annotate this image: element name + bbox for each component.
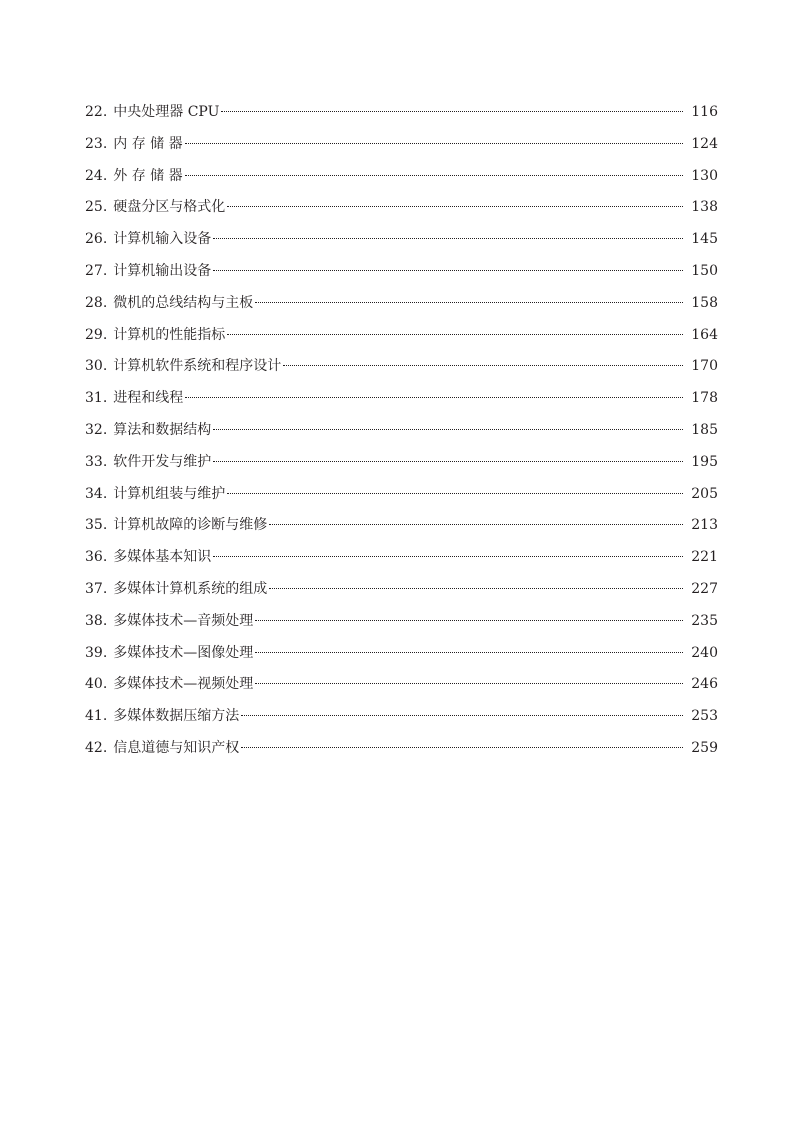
toc-leader-dots [227, 206, 683, 207]
toc-entry[interactable] [85, 227, 718, 259]
toc-entry-number: 42. [85, 739, 108, 756]
toc-entry-number: 41. [85, 708, 108, 725]
toc-entry-title: 计算机输入设备 [113, 231, 212, 248]
toc-entry-number: 36. [85, 549, 108, 566]
toc-leader-dots [213, 556, 683, 557]
toc-entry-number: 31. [85, 390, 108, 407]
toc-entry-title: 计算机组装与维护 [113, 485, 226, 502]
toc-entry-page-number: 253 [691, 708, 718, 725]
toc-entry-page-number: 178 [691, 390, 718, 407]
toc-entry[interactable] [85, 164, 718, 196]
toc-entry-page-number: 227 [691, 580, 718, 597]
toc-entry-title: 中央处理器 CPU [113, 104, 220, 120]
toc-entry-page-number: 213 [691, 517, 718, 534]
toc-entry-page-number: 130 [691, 167, 718, 184]
toc-entry-number: 23. [85, 135, 108, 152]
toc-leader-dots [185, 143, 684, 144]
toc-entry[interactable] [85, 195, 718, 227]
toc-entry-number: 38. [85, 612, 108, 629]
toc-entry-number: 22. [85, 104, 108, 120]
toc-entry[interactable] [85, 609, 718, 641]
toc-entry-title: 信息道德与知识产权 [113, 739, 240, 756]
toc-entry[interactable] [85, 704, 718, 736]
toc-leader-dots [255, 302, 683, 303]
toc-entry-number: 33. [85, 453, 108, 470]
toc-entry-page-number: 116 [691, 104, 718, 120]
toc-leader-dots [241, 715, 683, 716]
toc-entry-title: 微机的总线结构与主板 [113, 294, 254, 311]
toc-entry-title: 软件开发与维护 [113, 453, 212, 470]
toc-entry[interactable] [85, 641, 718, 673]
toc-entry[interactable] [85, 418, 718, 450]
toc-leader-dots [269, 588, 683, 589]
toc-leader-dots [185, 175, 684, 176]
toc-entry-page-number: 205 [691, 485, 718, 502]
toc-entry-title: 内 存 储 器 [113, 135, 183, 152]
toc-entry-page-number: 150 [691, 262, 718, 279]
toc-entry-title: 计算机的性能指标 [113, 326, 226, 343]
toc-entry-page-number: 246 [691, 676, 718, 693]
toc-entry-title: 外 存 储 器 [113, 167, 183, 184]
toc-entry-page-number: 195 [691, 453, 718, 470]
toc-entry-title: 硬盘分区与格式化 [113, 199, 226, 216]
toc-entry-title: 多媒体数据压缩方法 [113, 708, 240, 725]
toc-entry-title: 多媒体计算机系统的组成 [113, 580, 268, 597]
toc-leader-dots [221, 111, 683, 112]
toc-entry-number: 25. [85, 199, 108, 216]
toc-entry-page-number: 259 [691, 739, 718, 756]
toc-leader-dots [241, 747, 683, 748]
toc-entry-number: 37. [85, 580, 108, 597]
toc-entry-title: 多媒体技术—图像处理 [113, 644, 254, 661]
toc-entry[interactable] [85, 323, 718, 355]
toc-entry[interactable] [85, 577, 718, 609]
toc-entry[interactable] [85, 736, 718, 768]
toc-entry-title: 计算机输出设备 [113, 262, 212, 279]
toc-entry-number: 34. [85, 485, 108, 502]
toc-entry-page-number: 124 [691, 135, 718, 152]
toc-leader-dots [213, 429, 683, 430]
toc-entry-number: 26. [85, 231, 108, 248]
toc-entry[interactable] [85, 482, 718, 514]
toc-entry-page-number: 170 [691, 358, 718, 375]
toc-entry-title: 多媒体技术—音频处理 [113, 612, 254, 629]
toc-entry-title: 多媒体技术—视频处理 [113, 676, 254, 693]
toc-leader-dots [185, 397, 683, 398]
toc-entry-title: 计算机软件系统和程序设计 [113, 358, 282, 375]
toc-leader-dots [213, 238, 683, 239]
toc-entry-title: 计算机故障的诊断与维修 [113, 517, 268, 534]
toc-entry-page-number: 138 [691, 199, 718, 216]
toc-leader-dots [213, 461, 683, 462]
toc-entry[interactable] [85, 132, 718, 164]
toc-entry-title: 算法和数据结构 [113, 421, 212, 438]
toc-entry[interactable] [85, 545, 718, 577]
toc-entry-page-number: 240 [691, 644, 718, 661]
toc-entry-page-number: 235 [691, 612, 718, 629]
toc-entry-number: 28. [85, 294, 108, 311]
toc-entry-number: 29. [85, 326, 108, 343]
toc-entry-page-number: 145 [691, 231, 718, 248]
toc-leader-dots [283, 365, 683, 366]
toc-entry-number: 35. [85, 517, 108, 534]
toc-entry[interactable] [85, 386, 718, 418]
toc-entry-number: 27. [85, 262, 108, 279]
toc-leader-dots [255, 620, 683, 621]
toc-entry[interactable] [85, 354, 718, 386]
toc-entry[interactable] [85, 291, 718, 323]
toc-leader-dots [255, 652, 683, 653]
toc-entry[interactable] [85, 513, 718, 545]
toc-leader-dots [269, 524, 683, 525]
toc-leader-dots [255, 683, 683, 684]
toc-entry[interactable] [85, 100, 718, 132]
toc-entry-number: 30. [85, 358, 108, 375]
toc-entry[interactable] [85, 450, 718, 482]
toc-leader-dots [227, 493, 683, 494]
toc-entry-page-number: 221 [691, 549, 718, 566]
toc-entry[interactable] [85, 672, 718, 704]
toc-entry-number: 32. [85, 421, 108, 438]
toc-entry-number: 40. [85, 676, 108, 693]
table-of-contents [85, 100, 718, 768]
toc-entry-page-number: 164 [691, 326, 718, 343]
toc-entry-number: 39. [85, 644, 108, 661]
toc-entry-title: 多媒体基本知识 [113, 549, 212, 566]
toc-leader-dots [213, 270, 683, 271]
toc-entry-page-number: 185 [691, 421, 718, 438]
toc-entry[interactable] [85, 259, 718, 291]
toc-leader-dots [227, 334, 683, 335]
toc-entry-page-number: 158 [691, 294, 718, 311]
toc-entry-number: 24. [85, 167, 108, 184]
toc-entry-title: 进程和线程 [113, 390, 184, 407]
